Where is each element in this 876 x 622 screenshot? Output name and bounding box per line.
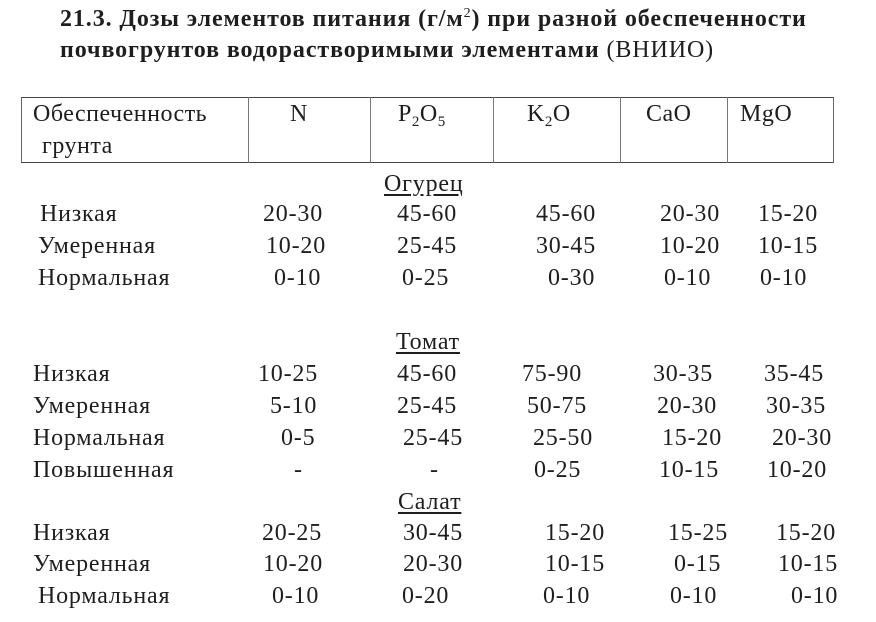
table-cell: 15-20: [545, 520, 605, 546]
header-supply-line1: Обеспеченность: [33, 101, 208, 127]
table-row: [0, 200, 876, 230]
title-text-1-rest: ) при разной обеспеченности: [471, 6, 807, 32]
section-title-lettuce: Салат: [398, 489, 462, 515]
title-text-1: Дозы элементов питания (г/м: [119, 6, 464, 32]
header-part: 2: [411, 114, 420, 130]
table-cell: 20-30: [772, 425, 832, 451]
table-cell: 20-30: [657, 393, 717, 419]
table-row: [0, 582, 876, 612]
table-cell: 15-25: [668, 520, 728, 546]
table-cell: Нормальная: [38, 583, 171, 609]
title-source: (ВНИИО): [606, 37, 715, 63]
header-part: O: [419, 101, 438, 127]
table-cell: 45-60: [397, 361, 457, 387]
table-cell: 30-35: [653, 361, 713, 387]
table-cell: 0-30: [548, 265, 596, 291]
table-cell: Нормальная: [33, 425, 166, 451]
header-divider: [248, 97, 249, 163]
header-part: P: [398, 101, 412, 127]
table-cell: 10-20: [266, 233, 326, 259]
table-cell: -: [294, 457, 303, 483]
table-cell: 10-20: [263, 551, 323, 577]
table-cell: 5-10: [270, 393, 318, 419]
title-text-2: почвогрунтов водорастворимыми элементами: [60, 37, 600, 63]
header-divider: [727, 97, 728, 163]
table-cell: 10-20: [767, 457, 827, 483]
table-cell: 50-75: [527, 393, 587, 419]
header-divider: [370, 97, 371, 163]
header-part: O: [552, 101, 571, 127]
table-cell: 75-90: [522, 361, 582, 387]
table-cell: 10-20: [660, 233, 720, 259]
table-cell: 30-45: [536, 233, 596, 259]
table-cell: 25-50: [533, 425, 593, 451]
table-cell: 20-30: [660, 201, 720, 227]
table-row: [0, 232, 876, 262]
table-cell: 0-10: [760, 265, 808, 291]
header-part: K: [527, 101, 545, 127]
table-cell: 20-25: [262, 520, 322, 546]
table-cell: Повышенная: [33, 457, 175, 483]
table-cell: Низкая: [40, 201, 118, 227]
table-row: [0, 519, 876, 549]
title-line-2: [60, 35, 870, 66]
table-cell: -: [430, 457, 439, 483]
header-supply-line2: грунта: [42, 133, 113, 159]
table-cell: 0-10: [664, 265, 712, 291]
table-cell: 10-25: [258, 361, 318, 387]
table-cell: 0-10: [670, 583, 718, 609]
table-cell: 10-15: [758, 233, 818, 259]
title-number: 21.3.: [60, 6, 113, 32]
table-cell: 20-30: [263, 201, 323, 227]
title-superscript: 2: [463, 6, 472, 21]
table-cell: Нормальная: [38, 265, 171, 291]
table-cell: 15-20: [776, 520, 836, 546]
table-cell: 25-45: [397, 233, 457, 259]
table-row: [0, 264, 876, 294]
table-cell: Умеренная: [33, 393, 151, 419]
table-cell: 10-15: [545, 551, 605, 577]
title-line-1: [60, 4, 870, 35]
table-cell: 20-30: [403, 551, 463, 577]
table-cell: 25-45: [397, 393, 457, 419]
table-cell: 0-10: [274, 265, 322, 291]
header-part: 2: [544, 114, 553, 130]
table-row: [0, 360, 876, 390]
table-row: [0, 392, 876, 422]
table-cell: 15-20: [758, 201, 818, 227]
header-k2o: [527, 100, 571, 128]
table-row: [0, 424, 876, 454]
header-part: 5: [437, 114, 446, 130]
header-mgo: MgO: [740, 101, 793, 127]
header-divider: [620, 97, 621, 163]
table-cell: 0-20: [402, 583, 450, 609]
table-cell: 0-10: [791, 583, 839, 609]
table-cell: Умеренная: [38, 233, 156, 259]
table-cell: Умеренная: [33, 551, 151, 577]
table-cell: 0-5: [281, 425, 316, 451]
table-cell: 10-15: [659, 457, 719, 483]
table-cell: 30-35: [766, 393, 826, 419]
table-cell: 30-45: [403, 520, 463, 546]
table-cell: 0-10: [272, 583, 320, 609]
section-title-tomato: Томат: [396, 329, 460, 355]
table-cell: 0-25: [534, 457, 582, 483]
table-cell: 0-25: [402, 265, 450, 291]
table-cell: 10-15: [778, 551, 838, 577]
table-cell: 25-45: [403, 425, 463, 451]
table-title: [60, 4, 870, 66]
table-cell: 45-60: [536, 201, 596, 227]
header-p2o5: [398, 100, 446, 128]
table-row: [0, 550, 876, 580]
table-cell: 15-20: [662, 425, 722, 451]
table-cell: 0-10: [543, 583, 591, 609]
table-cell: Низкая: [33, 520, 111, 546]
header-n: N: [290, 101, 308, 127]
table-cell: Низкая: [33, 361, 111, 387]
table-cell: 45-60: [397, 201, 457, 227]
table-row: [0, 456, 876, 486]
section-title-cucumber: Огурец: [384, 171, 464, 197]
table-cell: 35-45: [764, 361, 824, 387]
header-cao: CaO: [646, 101, 692, 127]
table-cell: 0-15: [674, 551, 722, 577]
header-divider: [493, 97, 494, 163]
